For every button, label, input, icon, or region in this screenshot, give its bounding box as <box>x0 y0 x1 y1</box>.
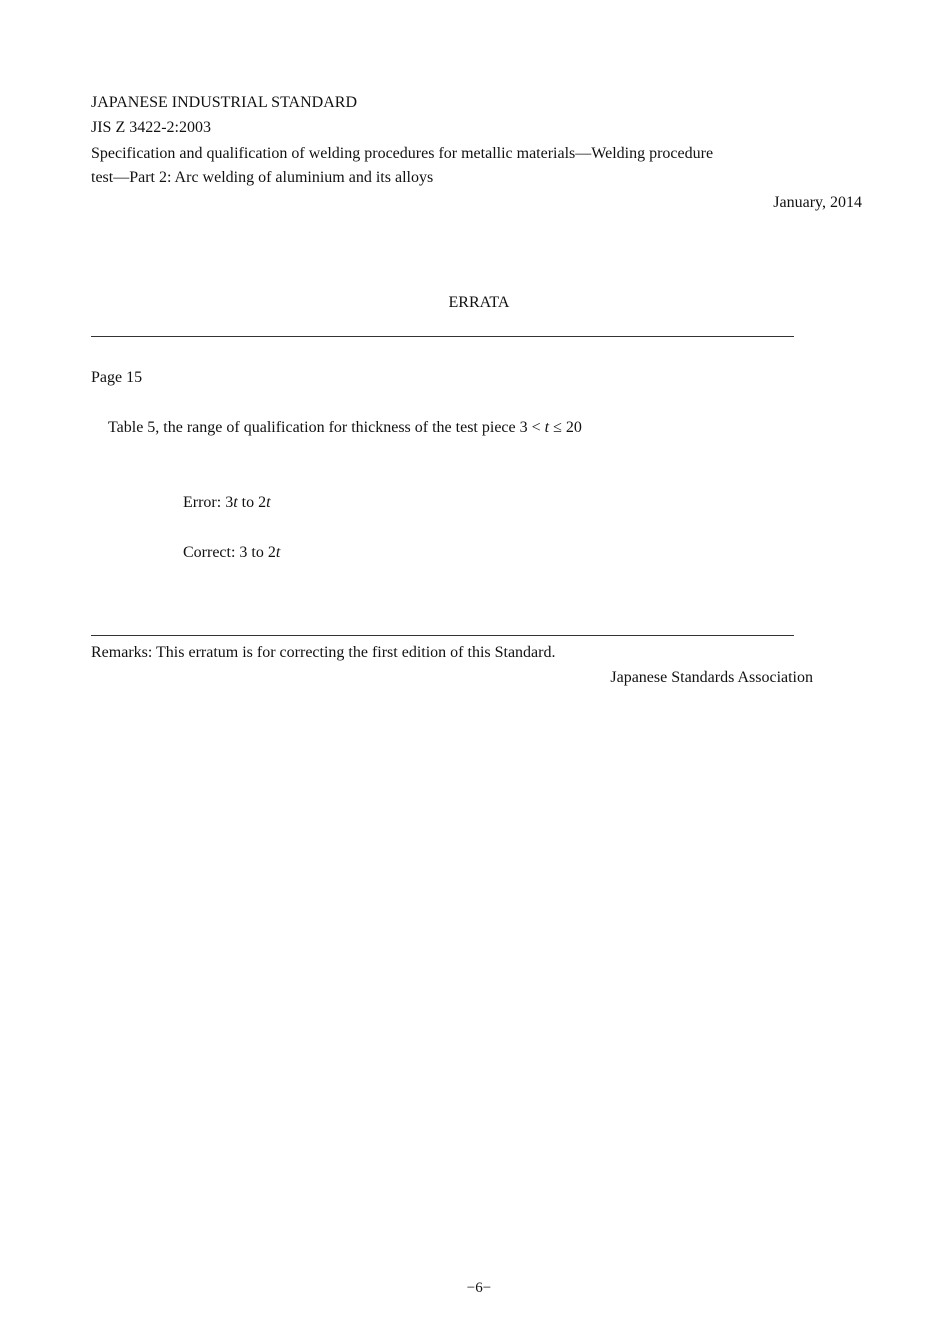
page-reference: Page 15 <box>91 369 143 386</box>
remarks: Remarks: This erratum is for correcting the first edition of this Standard. <box>91 644 556 661</box>
errata-item <box>108 417 582 439</box>
issuer: Japanese Standards Association <box>610 669 813 686</box>
correct-line <box>183 542 280 564</box>
errata-item-limit: ≤ 20 <box>549 419 582 436</box>
errata-item-text: Table 5, the range of qualification for thickness of the test piece 3 < <box>108 419 545 436</box>
standard-title-line-2: test—Part 2: Arc welding of aluminium and its alloys <box>91 169 434 186</box>
error-coefficient: 3 <box>225 494 234 511</box>
error-label: Error: <box>183 494 226 511</box>
standard-org: JAPANESE INDUSTRIAL STANDARD <box>91 94 357 111</box>
correct-value: 3 to 2 <box>239 544 276 561</box>
error-variable-b: t <box>266 494 271 511</box>
errata-heading: ERRATA <box>448 294 510 311</box>
page-number: −6− <box>466 1280 492 1296</box>
correct-variable: t <box>275 544 281 561</box>
thickness-variable: t <box>544 419 550 436</box>
top-divider <box>91 336 794 337</box>
standard-title-line-1: Specification and qualification of welding procedures for metallic materials—Welding procedure <box>91 145 714 162</box>
error-line <box>183 492 271 514</box>
errata-date: January, 2014 <box>773 194 862 211</box>
error-mid: to 2 <box>237 494 267 511</box>
correct-label: Correct: <box>183 544 240 561</box>
bottom-divider <box>91 635 794 636</box>
standard-number: JIS Z 3422-2:2003 <box>91 119 211 136</box>
error-variable-a: t <box>233 494 238 511</box>
